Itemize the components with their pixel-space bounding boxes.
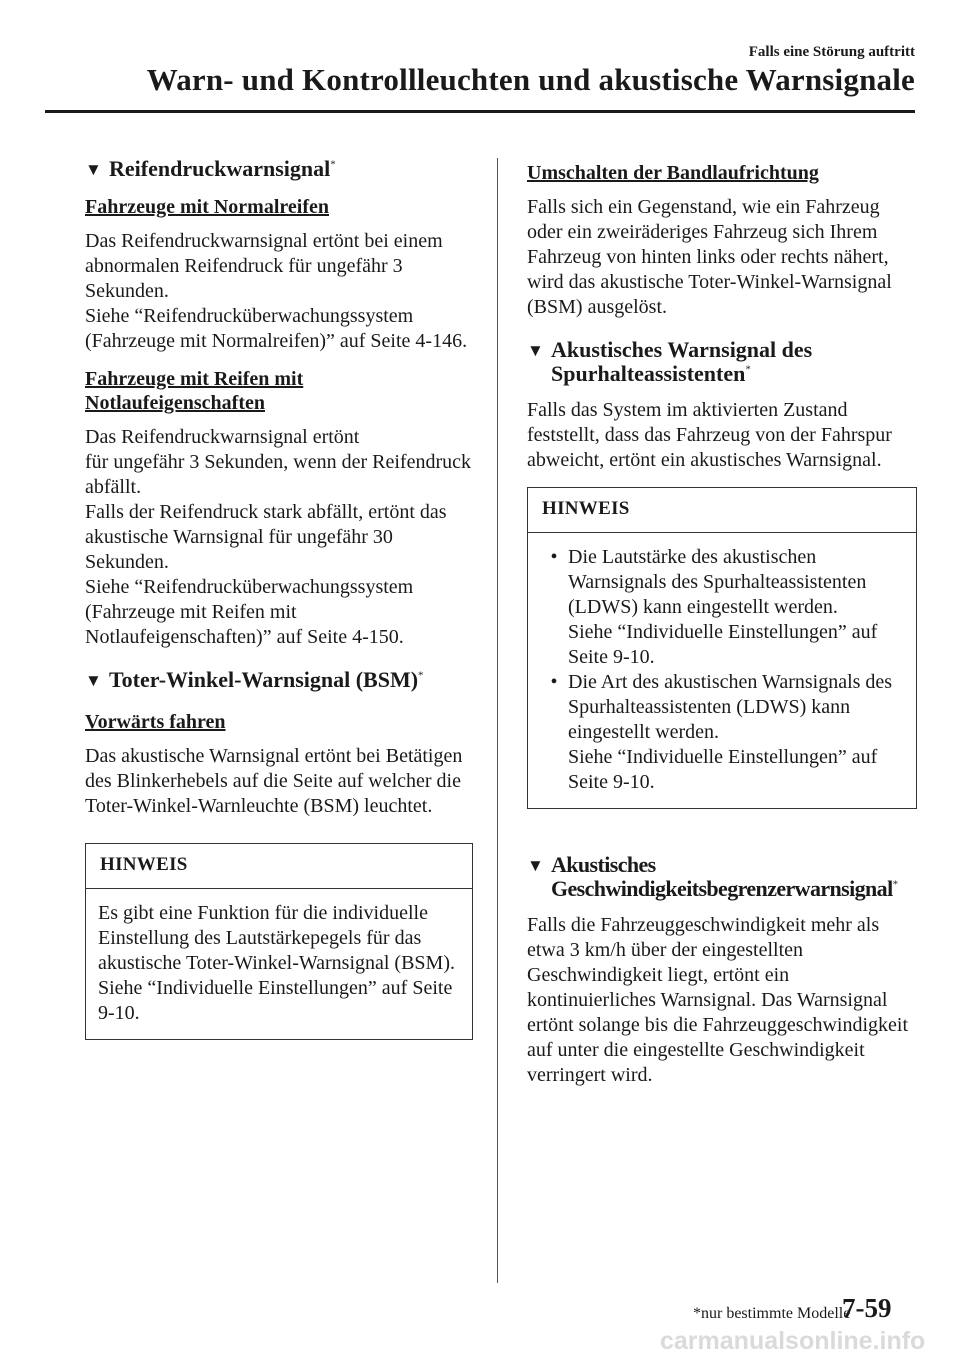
model-asterisk: * xyxy=(418,669,424,682)
down-triangle-icon: ▼ xyxy=(527,341,544,360)
note-title: HINWEIS xyxy=(528,488,916,533)
bullet-marker: • xyxy=(550,671,558,693)
down-triangle-icon: ▼ xyxy=(85,671,102,690)
column-divider xyxy=(497,158,498,1283)
note-bullet xyxy=(540,670,904,795)
model-asterisk: * xyxy=(745,363,751,376)
direction-switch-heading: Umschalten der Bandlaufrichtung xyxy=(527,162,819,184)
runflat-tires-text: Das Reifendruckwarnsignal ertönt für ungefähr 3 Sekunden, wenn der Reifendruck abfällt. Falls der Reifendruck stark abfällt, ertönt das akustische Warnsignal für ungefähr 30 Sekunden. Siehe “Reifendrucküberwachungssystem (Fahrzeuge mit Reifen mit Notlaufeigenschaften)” auf Seite 4-150. xyxy=(85,426,471,648)
normal-tires-heading: Fahrzeuge mit Normalreifen xyxy=(85,196,329,218)
note-bullet xyxy=(540,545,904,670)
down-triangle-icon: ▼ xyxy=(85,160,102,179)
normal-tires-text xyxy=(85,229,473,354)
footnote: *nur bestimmte Modelle xyxy=(693,1305,851,1322)
normal-tires-line-2: Siehe “Reifendrucküberwachungssystem (Fahrzeuge mit Normalreifen)” auf Seite 4-146. xyxy=(85,305,468,352)
note-body xyxy=(528,533,916,808)
direction-switch-text: Falls sich ein Gegenstand, wie ein Fahrzeug oder ein zweiräderiges Fahrzeug sich Ihrem Fahrzeug von hinten links oder rechts nähert, wird das akustische Toter-Winkel-Warnsignal (BSM) ausgelöst. xyxy=(527,196,892,318)
ldws-warning-heading xyxy=(527,338,917,386)
bsm-note-box xyxy=(85,843,473,1040)
forward-driving-heading: Vorwärts fahren xyxy=(85,711,226,733)
right-column xyxy=(527,157,917,1101)
page-title: Warn- und Kontrollleuchten und akustische Warnsignale xyxy=(146,62,915,97)
bullet-text: Die Art des akustischen Warnsignals des Spurhalteassistenten (LDWS) kann eingestellt werden. Siehe “Individuelle Einstellungen” auf Seite 9-10. xyxy=(568,671,893,793)
note-title: HINWEIS xyxy=(86,844,472,889)
runflat-tires-heading xyxy=(85,367,473,415)
note-body: Es gibt eine Funktion für die individuelle Einstellung des Lautstärkepegels für das akustische Toter-Winkel-Warnsignal (BSM). Siehe “Individuelle Einstellungen” auf Seite 9-10. xyxy=(98,902,456,1024)
speed-limiter-text: Falls die Fahrzeuggeschwindigkeit mehr als etwa 3 km/h über der eingestellten Geschwindigkeit liegt, ertönt ein kontinuierliches Warnsignal. Das Warnsignal ertönt solange bis die Fahrzeuggeschwindigkeit auf unter die eingestellte Geschwindigkeit verringert wird. xyxy=(527,914,909,1086)
tire-warning-heading xyxy=(85,157,473,183)
speed-heading-line-1: Akustisches xyxy=(551,852,656,877)
watermark: carmanualsonline.info xyxy=(660,1327,926,1355)
bullet-marker: • xyxy=(550,546,558,568)
page-number: 7-59 xyxy=(842,1293,892,1323)
ldws-note-box xyxy=(527,487,917,809)
model-asterisk: * xyxy=(330,158,336,171)
forward-driving-text: Das akustische Warnsignal ertönt bei Betätigen des Blinkerhebels auf die Seite auf welcher die Toter-Winkel-Warnleuchte (BSM) leuchtet. xyxy=(85,745,463,817)
ldws-heading-line-2: Spurhalteassistenten xyxy=(551,361,746,386)
bsm-warning-heading-text: Toter-Winkel-Warnsignal (BSM) xyxy=(109,667,419,692)
section-label: Falls eine Störung auftritt xyxy=(748,44,915,60)
header-rule xyxy=(45,110,915,113)
left-column xyxy=(85,157,473,1054)
down-triangle-icon: ▼ xyxy=(527,856,544,875)
speed-limiter-heading xyxy=(527,853,917,901)
runflat-heading-line-2: Notlaufeigenschaften xyxy=(85,392,265,414)
bullet-text: Die Lautstärke des akustischen Warnsignals des Spurhalteassistenten (LDWS) kann eingestellt werden. Siehe “Individuelle Einstellungen” auf Seite 9-10. xyxy=(568,546,878,668)
ldws-heading-line-1: Akustisches Warnsignal des xyxy=(551,337,813,362)
normal-tires-line-1: Das Reifendruckwarnsignal ertönt bei einem abnormalen Reifendruck für ungefähr 3 Sekunden. xyxy=(85,230,443,302)
runflat-heading-line-1: Fahrzeuge mit Reifen mit xyxy=(85,368,304,390)
speed-heading-line-2: Geschwindigkeitsbegrenzerwarnsignal xyxy=(551,876,893,901)
tire-warning-heading-text: Reifendruckwarnsignal xyxy=(109,156,331,181)
model-asterisk: * xyxy=(892,878,898,891)
bsm-warning-heading xyxy=(85,668,473,694)
ldws-text: Falls das System im aktivierten Zustand feststellt, dass das Fahrzeug von der Fahrspur abweicht, ertönt ein akustisches Warnsignal. xyxy=(527,399,892,471)
